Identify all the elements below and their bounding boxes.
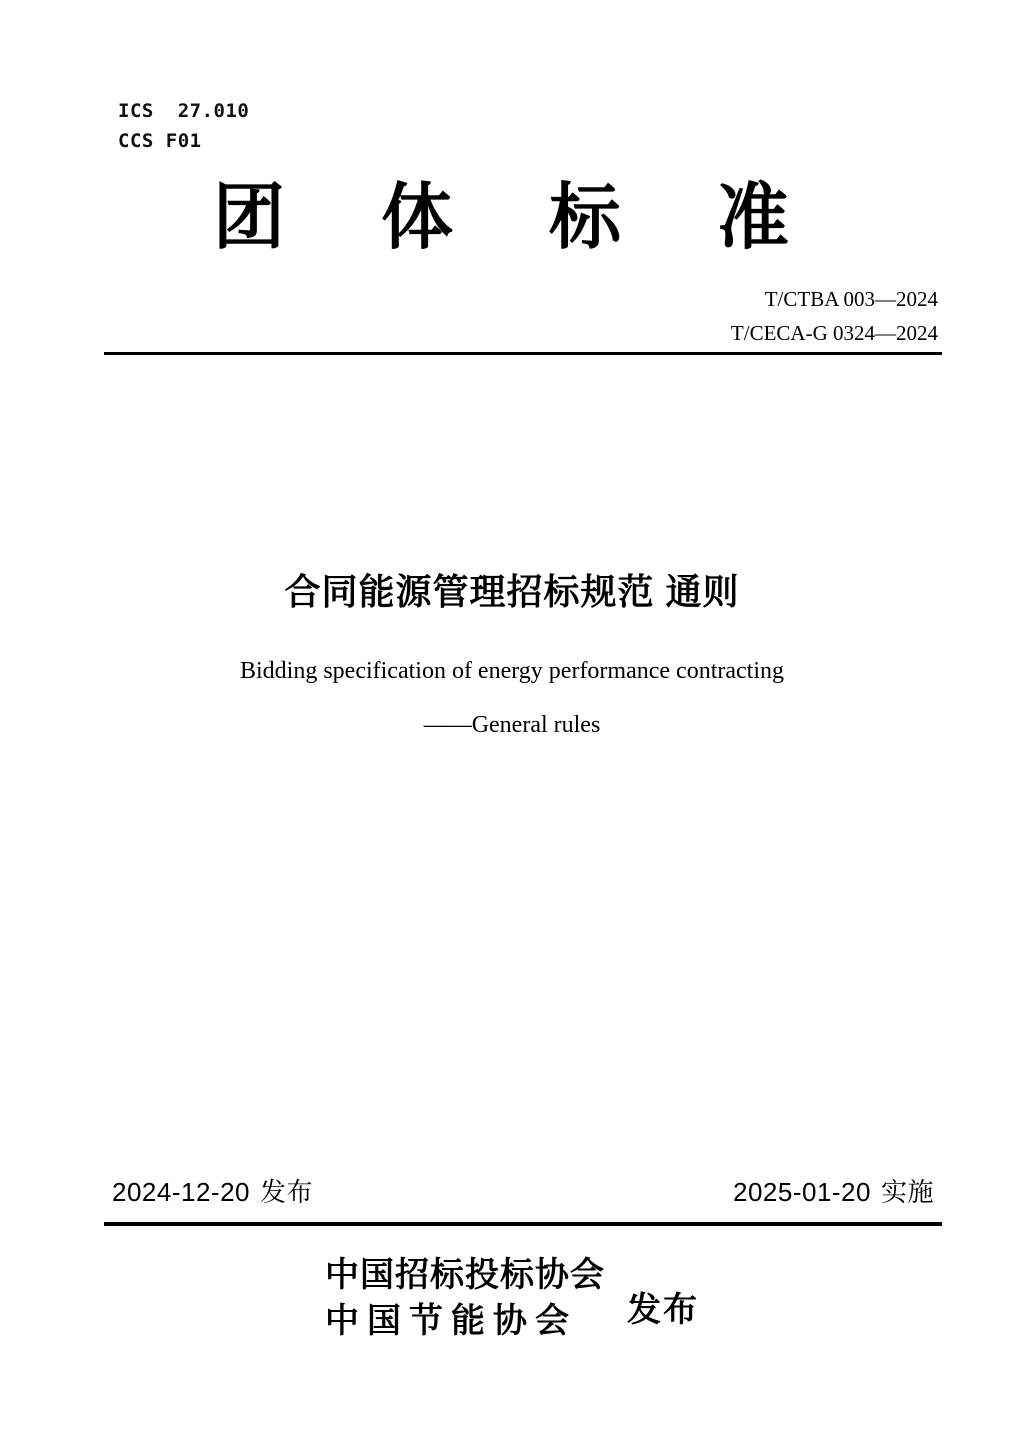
ics-classification-block	[118, 96, 249, 156]
issuer-block	[0, 1252, 1024, 1344]
date-row	[112, 1172, 934, 1209]
document-title-english-line2: ——General rules	[423, 712, 601, 738]
standard-number-primary: T/CTBA 003—2024	[764, 287, 938, 311]
ics-code: ICS 27.010	[118, 100, 250, 122]
issuer-organization-1: 中国招标投标协会	[325, 1256, 605, 1294]
effective-date	[733, 1172, 934, 1209]
document-title-english-line1: Bidding specification of energy performance contracting	[239, 658, 785, 684]
issuer-publish-label: 发布	[627, 1291, 699, 1329]
footer-divider	[104, 1222, 942, 1226]
header-divider	[104, 352, 942, 355]
standard-number-secondary: T/CECA-G 0324—2024	[730, 321, 938, 345]
issue-date	[112, 1172, 313, 1209]
effective-date-label: 实施	[880, 1177, 934, 1207]
issue-date-label: 发布	[260, 1177, 314, 1207]
issuer-organizations	[325, 1252, 605, 1344]
effective-date-value: 2025-01-20	[732, 1177, 871, 1207]
document-title-chinese: 合同能源管理招标规范 通则	[284, 571, 740, 612]
ccs-code: CCS F01	[118, 130, 202, 152]
standard-number-block	[731, 282, 938, 350]
issue-date-value: 2024-12-20	[112, 1177, 250, 1207]
standard-type-banner: 团 体 标 准	[212, 178, 827, 258]
issuer-organization-2: 中国节能协会	[325, 1302, 577, 1340]
